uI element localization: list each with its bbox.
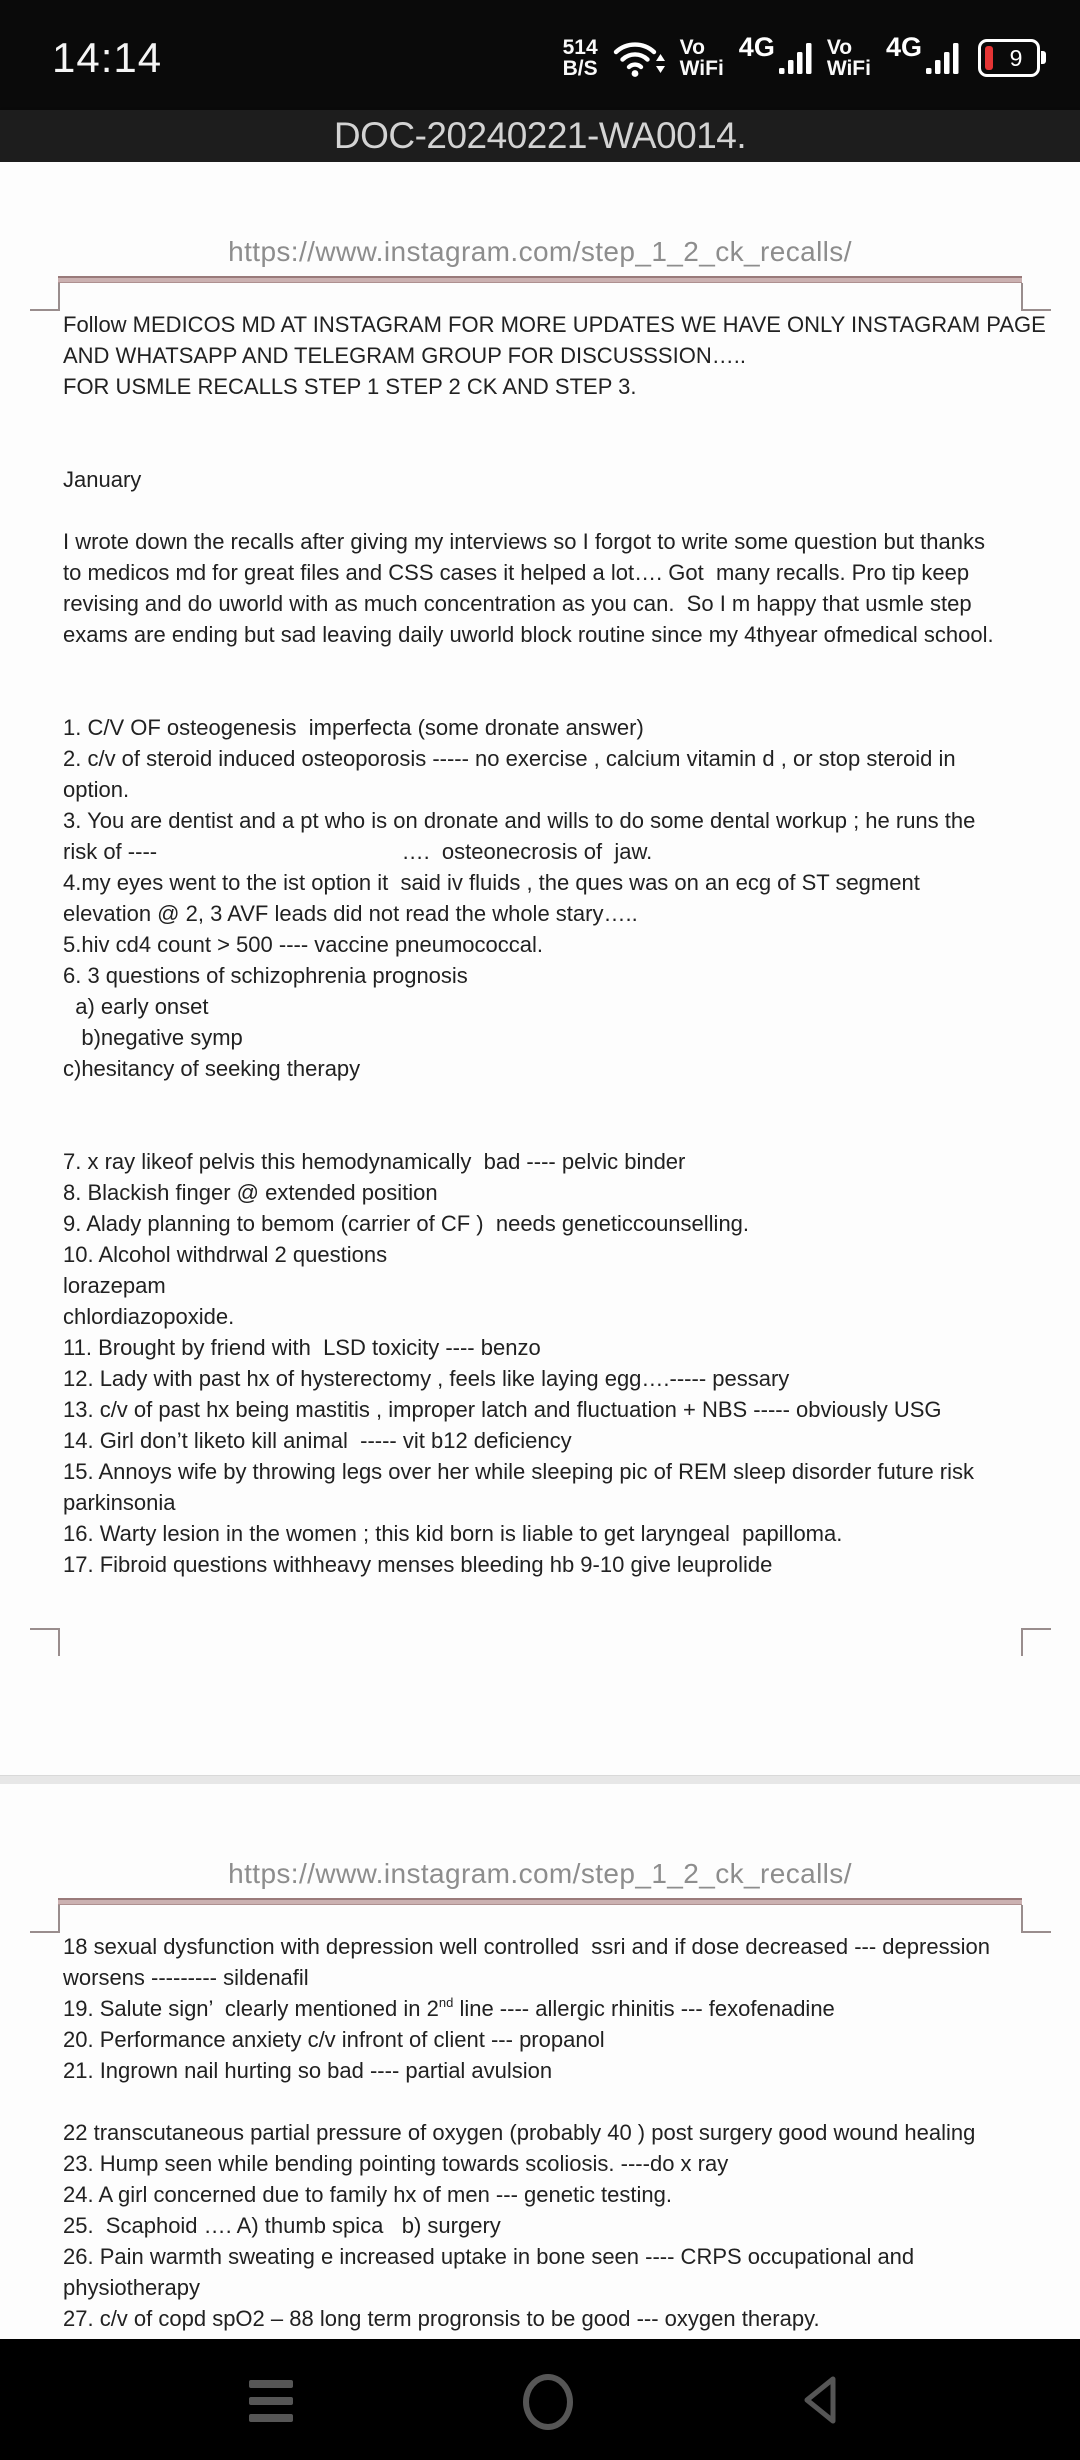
battery-icon xyxy=(978,39,1040,77)
sim2-network-type: 4G xyxy=(885,31,922,62)
doc-line: revising and do uworld with as much concentration as you can. So I m happy that usmle step xyxy=(63,591,972,616)
doc-line: 22 transcutaneous partial pressure of oxygen (probably 40 ) post surgery good wound healing xyxy=(63,2120,976,2145)
document-page-1[interactable] xyxy=(0,162,1080,1775)
doc-line: 13. c/v of past hx being mastitis , improper latch and fluctuation + NBS ----- obviously USG xyxy=(63,1397,942,1422)
doc-line: 27. c/v of copd spO2 – 88 long term progronsis to be good --- oxygen therapy. xyxy=(63,2306,820,2331)
battery-low-fill xyxy=(985,46,993,70)
doc-line: 1. C/V OF osteogenesis imperfecta (some dronate answer) xyxy=(63,715,644,740)
doc-line: worsens --------- sildenafil xyxy=(63,1965,309,1990)
document-page-2[interactable] xyxy=(0,1784,1080,2339)
sim2-vowifi-label xyxy=(827,37,871,79)
doc-line: physiotherapy xyxy=(63,2275,200,2300)
sim2-signal xyxy=(885,31,959,74)
doc-line: Follow MEDICOS MD AT INSTAGRAM FOR MORE UPDATES WE HAVE ONLY INSTAGRAM PAGE xyxy=(63,312,1046,337)
doc-line: 9. Alady planning to bemom (carrier of CF ) needs geneticcounselling. xyxy=(63,1211,750,1236)
doc-line: to medicos md for great files and CSS cases it helped a lot…. Got many recalls. Pro tip keep xyxy=(63,560,970,585)
android-nav-bar xyxy=(0,2339,1080,2460)
doc-line: January xyxy=(63,467,142,492)
document-body xyxy=(63,309,1046,1580)
text-boundary-corner-top-right xyxy=(1021,283,1051,311)
status-icons xyxy=(562,31,1040,80)
doc-line: 17. Fibroid questions withheavy menses bleeding hb 9-10 give leuprolide xyxy=(63,1552,773,1577)
doc-line xyxy=(63,433,1043,464)
wifi-icon xyxy=(613,38,665,78)
signal-bars-icon xyxy=(779,43,812,74)
sim1-network-type: 4G xyxy=(738,31,775,62)
doc-line: exams are ending but sad leaving daily uworld block routine since my 4thyear ofmedical school. xyxy=(63,622,994,647)
sim1-vowifi-label xyxy=(680,37,724,79)
doc-line: chlordiazopoxide. xyxy=(63,1304,235,1329)
clock: 14:14 xyxy=(52,34,163,81)
sim1-wifi: WiFi xyxy=(679,57,724,80)
doc-line: 26. Pain warmth sweating e increased uptake in bone seen ---- CRPS occupational and xyxy=(63,2244,915,2269)
doc-line: 24. A girl concerned due to family hx of men --- genetic testing. xyxy=(63,2182,672,2207)
header-url: https://www.instagram.com/step_1_2_ck_recalls/ xyxy=(228,1858,852,1889)
doc-line: 23. Hump seen while bending pointing towards scoliosis. ----do x ray xyxy=(63,2151,729,2176)
doc-line: a) early onset xyxy=(63,994,209,1019)
battery-tip xyxy=(1041,51,1046,64)
text-boundary-corner-top-left xyxy=(30,283,60,311)
doc-line: 14. Girl don’t liketo kill animal ----- vit b12 deficiency xyxy=(63,1428,572,1453)
doc-line xyxy=(63,2086,1043,2117)
document-title: DOC-20240221-WA0014. xyxy=(333,115,747,156)
doc-line: I wrote down the recalls after giving my interviews so I forgot to write some question but thanks xyxy=(63,529,985,554)
doc-line: 15. Annoys wife by throwing legs over her while sleeping pic of REM sleep disorder future risk xyxy=(63,1459,975,1484)
sim2-vo: Vo xyxy=(826,36,853,59)
doc-line: 16. Warty lesion in the women ; this kid born is liable to get laryngeal papilloma. xyxy=(63,1521,843,1546)
doc-line: 8. Blackish finger @ extended position xyxy=(63,1180,438,1205)
doc-line xyxy=(63,681,1043,712)
text-boundary-corner-top-right xyxy=(1021,1905,1051,1933)
doc-line xyxy=(63,650,1043,681)
sim1-vo: Vo xyxy=(679,36,705,59)
doc-line: 10. Alcohol withdrwal 2 questions xyxy=(63,1242,388,1267)
doc-line: AND WHATSAPP AND TELEGRAM GROUP FOR DISCUSSSION….. xyxy=(63,343,746,368)
doc-line: 4.my eyes went to the ist option it said iv fluids , the ques was on an ecg of ST segment xyxy=(63,870,920,895)
data-rate xyxy=(563,37,598,79)
sim2-wifi: WiFi xyxy=(826,57,871,80)
text-boundary-corner-bottom-left xyxy=(30,1628,60,1656)
text-boundary-corner-top-left xyxy=(30,1905,60,1933)
doc-line: 5.hiv cd4 count > 500 ---- vaccine pneumococcal. xyxy=(63,932,543,957)
text-boundary-corner-bottom-right xyxy=(1021,1628,1051,1656)
data-rate-value: 514 xyxy=(562,36,598,59)
doc-line: 7. x ray likeof pelvis this hemodynamically bad ---- pelvic binder xyxy=(63,1149,686,1174)
doc-line: elevation @ 2, 3 AVF leads did not read the whole stary….. xyxy=(63,901,638,926)
doc-line: c)hesitancy of seeking therapy xyxy=(63,1056,361,1081)
doc-line xyxy=(63,1115,1043,1146)
header-rule xyxy=(58,1898,1022,1905)
doc-line: option. xyxy=(63,777,130,802)
back-icon[interactable] xyxy=(797,2373,843,2432)
doc-line: lorazepam xyxy=(63,1273,166,1298)
doc-line xyxy=(63,1084,1043,1115)
home-icon[interactable] xyxy=(523,2374,573,2430)
document-title-bar[interactable] xyxy=(0,110,1080,162)
menu-icon[interactable] xyxy=(249,2380,293,2422)
doc-line xyxy=(63,495,1043,526)
doc-line: 21. Ingrown nail hurting so bad ---- partial avulsion xyxy=(63,2058,553,2083)
doc-line: 11. Brought by friend with LSD toxicity ---- benzo xyxy=(63,1335,541,1360)
doc-line: 20. Performance anxiety c/v infront of client --- propanol xyxy=(63,2027,605,2052)
doc-line: 12. Lady with past hx of hysterectomy , feels like laying egg….----- pessary xyxy=(63,1366,790,1391)
doc-line: 2. c/v of steroid induced osteoporosis ----- no exercise , calcium vitamin d , or stop steroid in xyxy=(63,746,956,771)
status-bar xyxy=(0,0,1080,110)
doc-line: 25. Scaphoid …. A) thumb spica b) surgery xyxy=(63,2213,501,2238)
doc-line: risk of ---- …. osteonecrosis of jaw. xyxy=(63,839,653,864)
doc-line: 19. Salute sign’ clearly mentioned in 2nd line ---- allergic rhinitis --- fexofenadine xyxy=(63,1995,835,2021)
sim1-signal xyxy=(738,31,812,74)
header-rule xyxy=(58,276,1022,283)
doc-line: 6. 3 questions of schizophrenia prognosis xyxy=(63,963,468,988)
doc-line: parkinsonia xyxy=(63,1490,176,1515)
doc-line xyxy=(63,402,1043,433)
doc-line: FOR USMLE RECALLS STEP 1 STEP 2 CK AND STEP 3. xyxy=(63,374,637,399)
header-url: https://www.instagram.com/step_1_2_ck_recalls/ xyxy=(228,236,852,267)
battery-percent: 9 xyxy=(1009,44,1023,71)
data-rate-unit: B/S xyxy=(562,57,598,80)
doc-line: b)negative symp xyxy=(63,1025,243,1050)
signal-bars-icon xyxy=(926,43,959,74)
doc-line: 3. You are dentist and a pt who is on dronate and wills to do some dental workup ; he runs the xyxy=(63,808,976,833)
document-body xyxy=(63,1931,1043,2334)
doc-line: 18 sexual dysfunction with depression well controlled ssri and if dose decreased --- depression xyxy=(63,1934,990,1959)
